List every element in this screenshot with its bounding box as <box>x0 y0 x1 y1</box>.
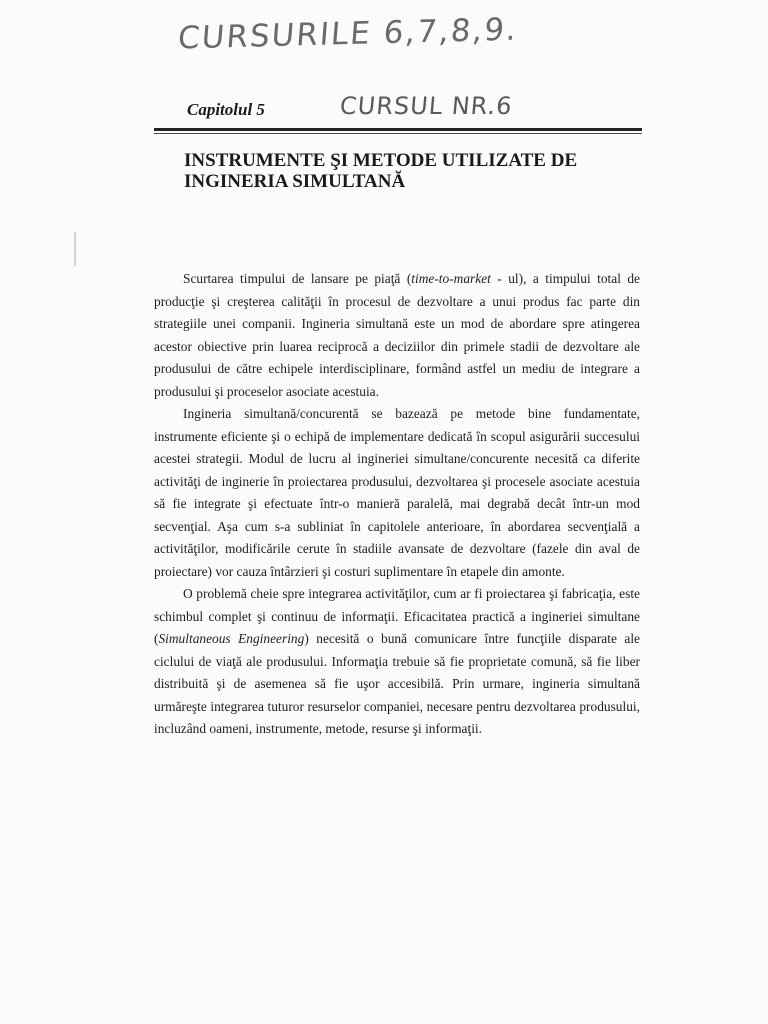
paragraph: Ingineria simultană/concurentă se bazează pe metode bine fundamentate, instrumente eficiente şi o echipă de implementare dedicată în scopul asigurării succesului acestei strategii. Modul de lucru al ingineriei simultane/concurente necesită ca diferite activităţi de inginerie în proiectarea produsului, dezvoltarea şi procesele asociate acestuia să fie integrate şi efectuate într-o manieră paralelă, mai degrabă decât într-un mod secvenţial. Aşa cum s-a subliniat în capitolele anterioare, în abordarea secvenţială a activităţilor, modificările cerute în stadiile avansate de dezvoltare (fazele din aval de proiectare) vor cauza întârzieri şi costuri suplimentare în etapele din amonte. <box>154 406 640 579</box>
chapter-label: Capitolul 5 <box>187 100 265 119</box>
chapter-title-line-2: INGINERIA SIMULTANĂ <box>184 171 406 192</box>
emphasis: Simultaneous Engineering <box>158 631 305 646</box>
paragraph: O problemă cheie spre integrarea activităţilor, cum ar fi proiectarea şi fabricaţia, este schimbul complet şi continuu de informaţii. Eficacitatea practică a ingineriei simultane (Simultaneous Engineering) necesită o bună comunicare între funcţiile disparate ale ciclului de viaţă ale produsului. Informaţia trebuie să fie proprietate comună, să fie liber distribuită şi de asemenea să fie uşor accesibilă. Prin urmare, ingineria simultană urmăreşte integrarea tuturor resurselor companiei, necesare pentru dezvoltarea produsului, incluzând oameni, instrumente, metode, resurse şi informaţii. <box>154 586 641 736</box>
header-rule-thin <box>154 133 642 134</box>
chapter-title-line-1: INSTRUMENTE ŞI METODE UTILIZATE DE <box>184 150 578 171</box>
emphasis: time-to-market <box>411 271 491 286</box>
scan-artifact <box>74 232 76 266</box>
header-rule <box>154 128 642 131</box>
body-text <box>154 268 640 741</box>
handwritten-note-courses: CURSURILE 6,7,8,9. <box>176 11 520 57</box>
handwritten-note-course-number: CURSUL NR.6 <box>338 92 514 120</box>
chapter-title <box>184 150 644 192</box>
paragraph: Scurtarea timpului de lansare pe piaţă (time-to-market - ul), a timpului total de producţie şi creşterea calităţii în procesul de dezvoltare a unui produs fac parte din strategiile unei companii. Ingineria simultană este un mod de abordare spre atingerea acestor obiective prin luarea reciprocă a deciziilor din primele stadii de dezvoltare ale produsului de către echipele interdisciplinare, formând astfel un mediu de integrare a produsului şi proceselor asociate acestuia. <box>154 271 640 399</box>
